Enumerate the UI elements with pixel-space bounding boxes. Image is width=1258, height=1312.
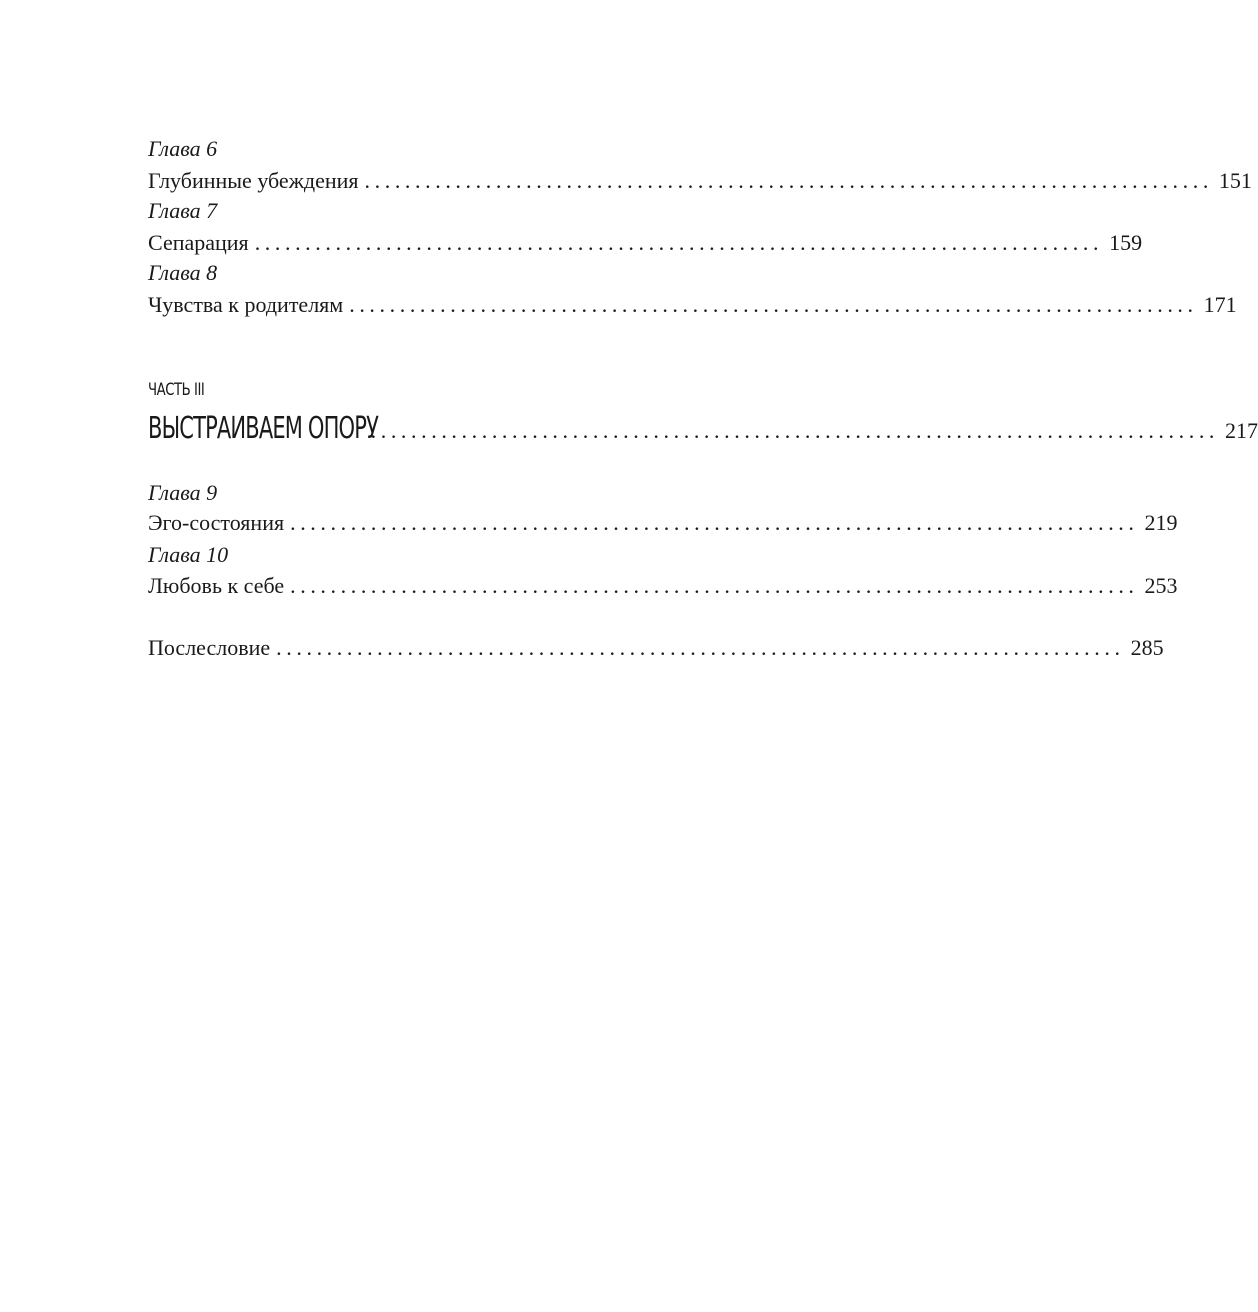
part-3-label: ЧАСТЬ III bbox=[148, 380, 205, 400]
chapter-9-label: Глава 9 bbox=[148, 480, 218, 505]
toc-entry-chapter-6 bbox=[148, 168, 1252, 194]
entry-title: Чувства к родителям bbox=[148, 292, 344, 317]
entry-title: Эго-состояния bbox=[148, 510, 285, 535]
toc-entry-chapter-10 bbox=[148, 573, 1178, 599]
entry-title: Сепарация bbox=[148, 230, 249, 255]
toc-entry-chapter-9 bbox=[148, 510, 1178, 536]
dot-leader: .................................................................................... bbox=[349, 292, 1198, 317]
entry-page-number: 217 bbox=[1225, 418, 1258, 443]
toc-entry-part-3 bbox=[148, 411, 1258, 446]
toc-entry-chapter-7 bbox=[148, 230, 1143, 256]
entry-page-number: 159 bbox=[1109, 230, 1143, 255]
dot-leader: .................................................................................... bbox=[254, 230, 1104, 255]
entry-title: Глубинные убеждения bbox=[148, 168, 359, 193]
dot-leader: .................................................................................... bbox=[290, 510, 1139, 535]
entry-page-number: 253 bbox=[1144, 573, 1178, 598]
dot-leader: .................................................................................... bbox=[364, 168, 1213, 193]
entry-page-number: 151 bbox=[1218, 168, 1252, 193]
chapter-7-label: Глава 7 bbox=[148, 198, 218, 223]
dot-leader: .................................................................................... bbox=[370, 418, 1220, 443]
dot-leader: .................................................................................... bbox=[290, 573, 1139, 598]
chapter-6-label: Глава 6 bbox=[148, 136, 218, 161]
toc-entry-afterword bbox=[148, 635, 1164, 661]
entry-title: Любовь к себе bbox=[148, 573, 285, 598]
entry-page-number: 219 bbox=[1144, 510, 1178, 535]
entry-page-number: 171 bbox=[1203, 292, 1237, 317]
chapter-8-label: Глава 8 bbox=[148, 260, 218, 285]
part-title: ВЫСТРАИВАЕМ ОПОРУ bbox=[148, 411, 379, 446]
dot-leader: .................................................................................... bbox=[276, 635, 1125, 660]
entry-page-number: 285 bbox=[1130, 635, 1164, 660]
toc-entry-chapter-8 bbox=[148, 292, 1237, 318]
entry-title: Послесловие bbox=[148, 635, 271, 660]
chapter-10-label: Глава 10 bbox=[148, 542, 229, 567]
